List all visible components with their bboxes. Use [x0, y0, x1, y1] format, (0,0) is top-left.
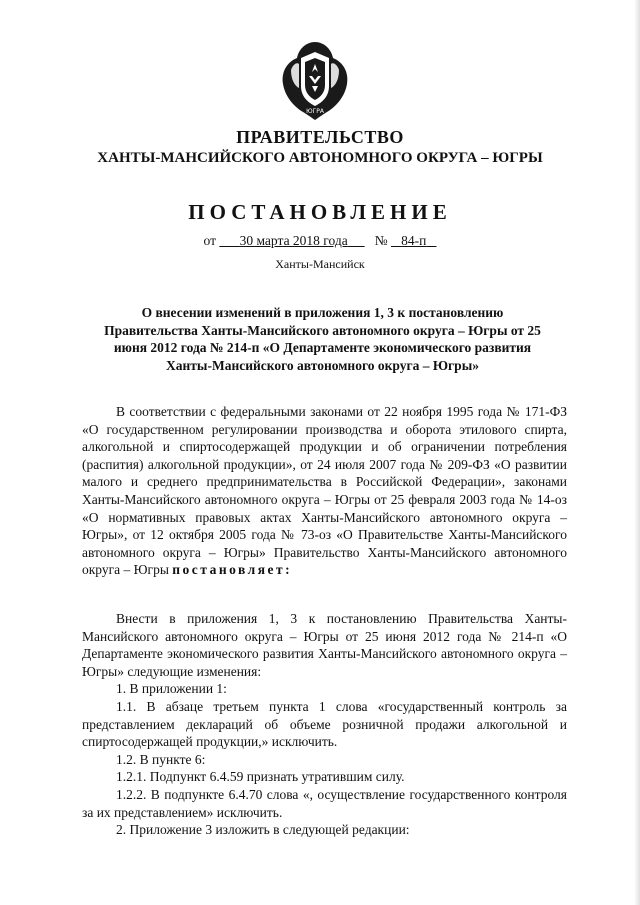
items-block	[82, 610, 567, 839]
date-prefix: от	[203, 233, 216, 248]
government-title: ПРАВИТЕЛЬСТВО	[236, 127, 404, 147]
document-subject: О внесении изменений в приложения 1, 3 к постановлению Правительства Ханты-Мансийского автономного округа – Югры от 25 июня 2012 года № 214-п «О Департаменте экономического развития Ханты-Мансийского автономного округа – Югры»	[104, 305, 541, 373]
number-prefix: №	[374, 233, 388, 248]
list-item: 1.2.2. В подпункте 6.4.70 слова «, осуществление государственного контроля за их представлением» исключить.	[82, 786, 567, 820]
date-number-line	[0, 233, 640, 249]
list-item: 1.2. В пункте 6:	[116, 751, 206, 767]
list-item: 2. Приложение 3 изложить в следующей редакции:	[116, 822, 410, 838]
list-item: 1. В приложении 1:	[116, 681, 227, 697]
preamble-paragraph: В соответствии с федеральными законами от 22 ноября 1995 года № 171-ФЗ «О государственном регулировании производства и оборота этилового спирта, алкогольной и спиртосодержащей продукции и об ограничении потребления (распития) алкогольной продукции», от 24 июля 2007 года № 209-ФЗ «О развитии малого и среднего предпринимательства в Российской Федерации», законами Ханты-Мансийского автономного округа – Югры от 25 февраля 2003 года № 14-оз «О нормативных правовых актах Ханты-Мансийского автономного округа – Югры», от 12 октября 2005 года № 73-оз «О Правительстве Ханты-Мансийского автономного округа – Югры» Правительство Ханты-Мансийского автономного округа – Югры постановляет:	[82, 404, 567, 578]
document-type: ПОСТАНОВЛЕНИЕ	[188, 200, 452, 224]
government-subtitle: ХАНТЫ-МАНСИЙСКОГО АВТОНОМНОГО ОКРУГА – ЮГРЫ	[97, 150, 543, 166]
city-name: Ханты-Мансийск	[275, 257, 365, 271]
list-item: Внести в приложения 1, 3 к постановлению Правительства Ханты-Мансийского автономного округа – Югры от 25 июня 2012 года № 214-п «О Департаменте экономического развития Ханты-Мансийского автономного округа – Югры» следующие изменения:	[82, 611, 567, 679]
list-item: 1.1. В абзаце третьем пункта 1 слова «государственный контроль за представлением деклараций об объеме розничной продажи алкогольной и спиртосодержащей продукции,» исключить.	[82, 698, 567, 750]
list-item: 1.2.1. Подпункт 6.4.59 признать утратившим силу.	[116, 769, 405, 785]
coat-of-arms-emblem	[279, 40, 351, 122]
preamble-block	[82, 403, 567, 579]
document-date: 30 марта 2018 года	[239, 233, 348, 248]
emblem-caption: ЮГРА	[306, 108, 324, 115]
resolves-word: постановляет:	[172, 562, 293, 578]
document-number: 84-п	[401, 233, 427, 248]
